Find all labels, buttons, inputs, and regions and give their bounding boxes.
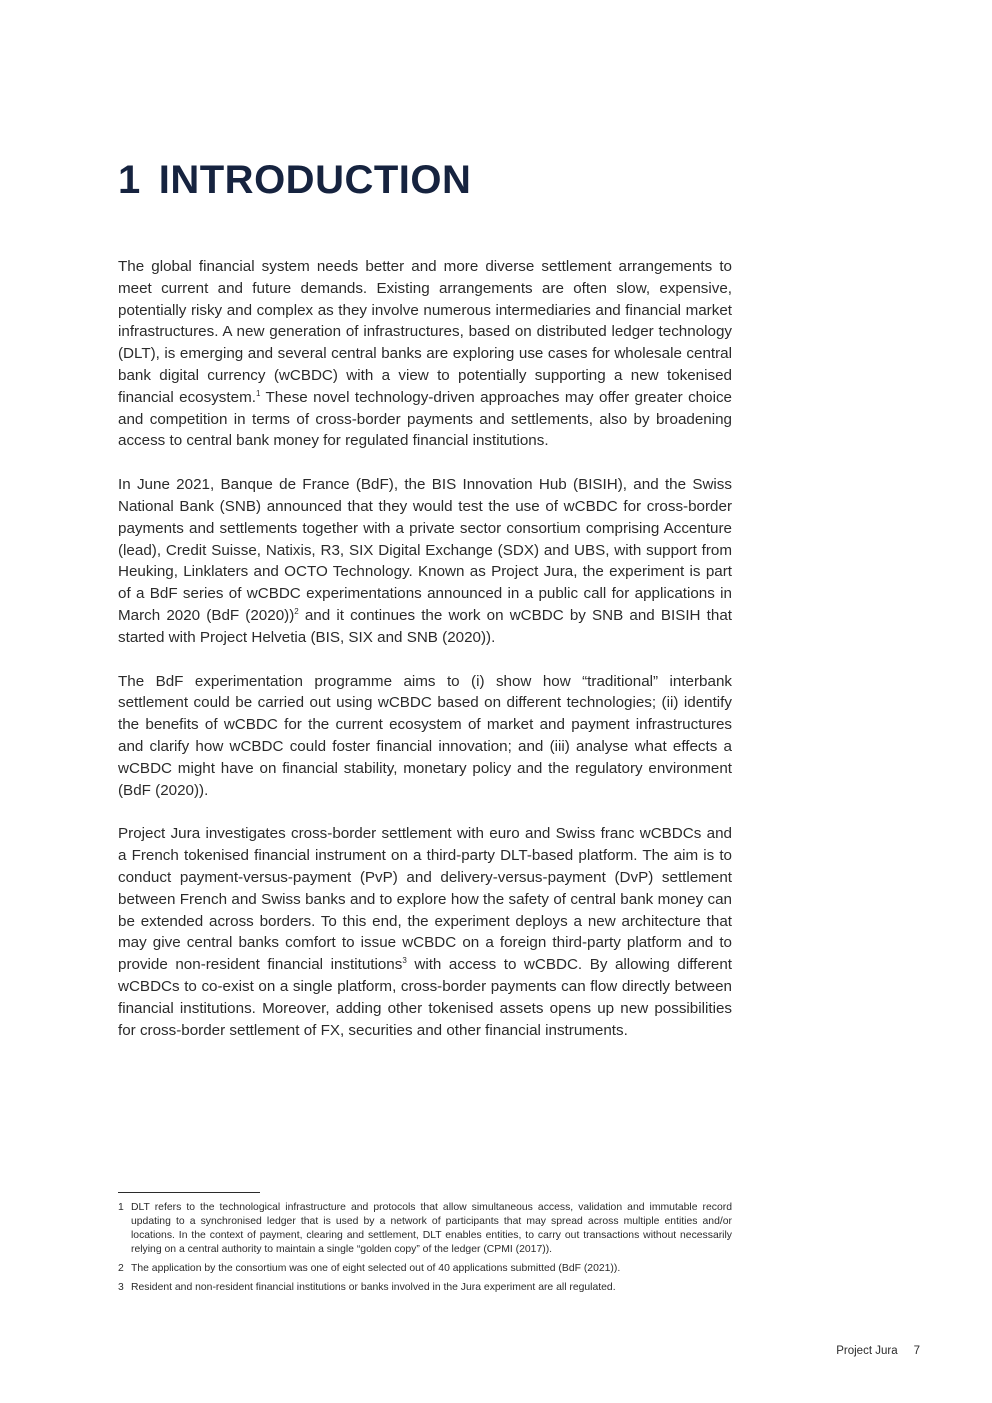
footnote-number: 2 [118, 1263, 124, 1274]
paragraph-text: and it continues the work on wCBDC by SNB and BISIH that started with Project Helvetia (BIS, SIX and SNB (2020)). [118, 606, 732, 646]
paragraph-text: with access to wCBDC. By allowing different wCBDCs to co-exist on a single platform, cross-border payments can flow directly between financial institutions. Moreover, adding other tokenised assets opens up new possibilities for cross-border settlement of FX, securities and other financial instruments. [118, 956, 732, 1039]
footnote-ref: 3 [402, 956, 407, 966]
footnote-text: DLT refers to the technological infrastructure and protocols that allow simultaneous access, validation and immutable record updating to a synchronised ledger that is used by a network of participants that may spread across multiple entities and/or locations. In the context of payment, clearing and settlement, DLT enables entities, to carry out transactions without necessarily relying on a central authority to maintain a single “golden copy” of the ledger (CPMI (2017)). [131, 1202, 732, 1255]
paragraph [118, 256, 732, 452]
footer-title: Project Jura [836, 1345, 898, 1357]
paragraph-text: The BdF experimentation programme aims to (i) show how “traditional” interbank settlement could be carried out using wCBDC based on different technologies; (ii) identify the benefits of wCBDC for the current ecosystem of market and payment infrastructures and clarify how wCBDC could foster financial innovation; and (iii) analyse what effects a wCBDC might have on financial stability, monetary policy and the regulatory environment (BdF (2020)). [118, 672, 732, 799]
footnote [118, 1262, 732, 1276]
paragraph-text: These novel technology-driven approaches may offer greater choice and competition in terms of cross-border payments and settlements, also by broadening access to central bank money for regulated financial institutions. [118, 388, 732, 450]
chapter-title: INTRODUCTION [158, 158, 472, 202]
paragraph-text: Project Jura investigates cross-border settlement with euro and Swiss franc wCBDCs and a French tokenised financial instrument on a third-party DLT-based platform. The aim is to conduct payment-versus-payment (PvP) and delivery-versus-payment (DvP) settlement between French and Swiss banks and to explore how the safety of central bank money can be extended across borders. To this end, the experiment deploys a new architecture that may give central banks comfort to issue wCBDC on a foreign third-party platform and to provide non-resident financial institutions [118, 825, 732, 974]
footnote-text: The application by the consortium was one of eight selected out of 40 applications submitted (BdF (2021)). [131, 1263, 621, 1274]
footnote-text: Resident and non-resident financial institutions or banks involved in the Jura experiment are all regulated. [131, 1282, 616, 1293]
page-footer [836, 1345, 920, 1357]
footnote [118, 1201, 732, 1257]
footnote-ref: 2 [294, 606, 299, 616]
paragraph [118, 823, 732, 1041]
chapter-heading [118, 158, 471, 203]
body-text [118, 256, 732, 1063]
paragraph [118, 474, 732, 648]
footnote-number: 1 [118, 1202, 124, 1213]
footnote-divider [118, 1192, 260, 1193]
footnote [118, 1281, 732, 1295]
chapter-number: 1 [118, 158, 141, 202]
footnotes [118, 1201, 732, 1300]
paragraph [118, 671, 732, 802]
paragraph-text: The global financial system needs better and more diverse settlement arrangements to meet current and future demands. Existing arrangements are often slow, expensive, potentially risky and complex as they involve numerous intermediaries and financial market infrastructures. A new generation of infrastructures, based on distributed ledger technology (DLT), is emerging and several central banks are exploring use cases for wholesale central bank digital currency (wCBDC) with a view to potentially supporting a new tokenised financial ecosystem. [118, 258, 732, 406]
footnote-number: 3 [118, 1282, 124, 1293]
footnote-ref: 1 [255, 388, 261, 398]
page-number: 7 [913, 1345, 920, 1357]
paragraph-text: In June 2021, Banque de France (BdF), the BIS Innovation Hub (BISIH), and the Swiss National Bank (SNB) announced that they would test the use of wCBDC for cross-border payments and settlements together with a private sector consortium comprising Accenture (lead), Credit Suisse, Natixis, R3, SIX Digital Exchange (SDX) and UBS, with support from Heuking, Linklaters and OCTO Technology. Known as Project Jura, the experiment is part of a BdF series of wCBDC experimentations announced in a public call for applications in March 2020 (BdF (2020)) [118, 476, 732, 624]
